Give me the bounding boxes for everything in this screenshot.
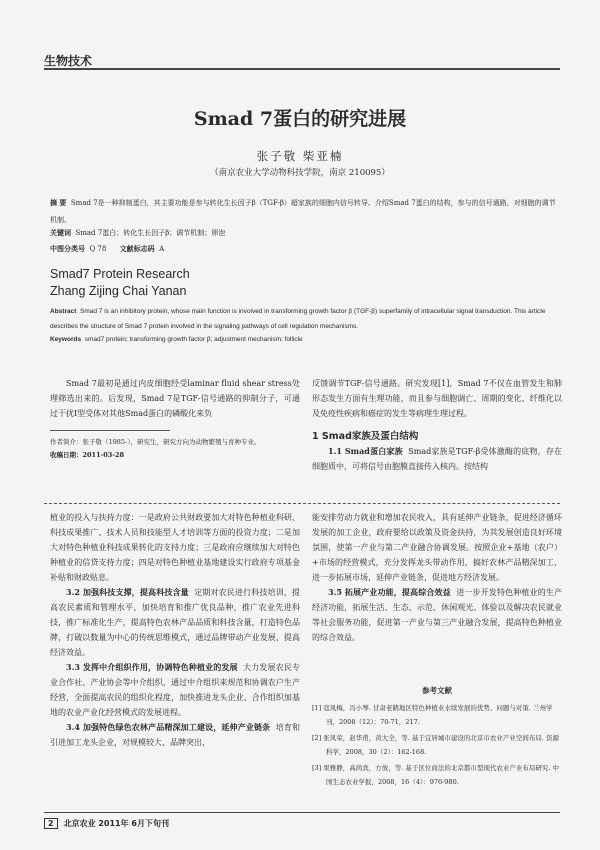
- clc-label: 中图分类号: [50, 244, 85, 253]
- intro-left-column: [50, 376, 300, 421]
- reference-item: [2] 张凤荣，赵华甫，黄大全，等. 基于宜居城市建设的北京市农业产业空间布局. 资源科学，2008，30（2）：162-168.: [312, 734, 560, 756]
- classification: [50, 244, 558, 254]
- lower-right-column: [312, 510, 562, 645]
- text-3-3: 大力发展农民专业合作社、产业协会等中介组织，通过中介组织来规范和协调农户生产经营，全面提高农民的组织化程度，加快推进龙头企业、合作组织加基地的农业产业化经营模式的发展进程。: [50, 663, 300, 717]
- abstract-zh: [50, 194, 558, 229]
- lower-right-p1: 能安排劳动力就业和增加农民收入，具有延伸产业链条，促进经济循环发展的加工企业，政府要给以政策及资金扶持，为其发展创造良好环境氛围，使第一产业与第二产业融合协调发展。按照企业+基地（农户）+市场的经营模式，充分发挥龙头带动作用，搞好农林产品精深加工，进一步拓展市场，延伸产业链条，促进地方经济发展。: [312, 513, 562, 582]
- heading-3-4: 3.4 加强特色绿色农林产品精深加工建设，延伸产业链条: [66, 722, 271, 732]
- keywords-en-label: Keywords: [50, 336, 82, 343]
- section-3-2: [50, 585, 300, 660]
- received-date: 收稿日期：2011-03-28: [50, 451, 125, 459]
- keywords-zh: [50, 228, 558, 238]
- doc-code-label: 文献标志码: [119, 244, 155, 253]
- keywords-zh-text: Smad 7蛋白；转化生长因子β；调节机制；卵泡: [75, 229, 226, 237]
- references-list: [312, 701, 562, 791]
- section-tag: 生物技术: [44, 54, 93, 68]
- author-note: 作者简介：张子敬（1985-），研究生，研究方向为动物繁殖与育种专业。: [50, 438, 261, 446]
- section-3-3: [50, 660, 300, 720]
- affiliation: （南京农业大学动物科技学院，南京 210095）: [210, 168, 390, 178]
- abstract-zh-text: Smad 7是一种抑制蛋白，其主要功能是参与转化生长因子β（TGF-β）超家族的细胞内信号转导。介绍Smad 7蛋白的结构，参与的信号通路，对细胞的调节机制。: [50, 199, 556, 224]
- subsection-1-1-heading: 1.1 Smad蛋白家族: [328, 446, 403, 456]
- subsection-1-1: [312, 444, 562, 474]
- article-title: Smad 7蛋白的研究进展: [193, 108, 407, 130]
- article-separator: [44, 503, 560, 504]
- reference-item: [1] 寇凤梅，冯小琴. 甘肃老鹤地区特色种植业水续发展的优势、问题与对策. 兰州学刊，2008（12）：70-71，217.: [312, 704, 553, 726]
- heading-3-2: 3.2 加强科技支撑，提高科技含量: [66, 587, 189, 597]
- english-authors: Zhang Zijing Chai Yanan: [50, 284, 187, 298]
- authors: 张子敬 柴亚楠: [256, 149, 344, 163]
- heading-3-3: 3.3 发挥中介组织作用，协调特色种植业的发展: [66, 662, 238, 672]
- text-3-4: 培育和引进加工龙头企业，对规模较大、品牌突出，: [50, 723, 301, 747]
- english-title-block: [50, 266, 190, 300]
- intro-right-column: [312, 376, 562, 474]
- footer-rule: [44, 812, 560, 813]
- intro-left-paragraph: Smad 7最初是通过内皮细胞经受laminar fluid shear stress处理筛选出来的。后发现，Smad 7是TGF-信号通路的抑制分子，可通过干扰Ⅰ型受体对其他Smad蛋白的磷酸化来负: [50, 379, 300, 418]
- reference-item: [3] 果雅静，高尚宾，方放，等. 基于区位商法的北京都市型现代农业产业布局研究. 中国生态农业学报，2008，16（4）：976-980.: [312, 764, 560, 786]
- section-3-5: [312, 585, 562, 645]
- english-title: Smad7 Protein Research: [50, 267, 190, 281]
- header-rule: [44, 68, 560, 70]
- clc-value: Q 78: [89, 245, 107, 253]
- subsection-1-1-text: Smad家族是TGF-β受体激酶的底物，存在细胞质中，可将信号由胞膜直接传入核内。按结构: [312, 447, 562, 471]
- abstract-en-text: Smad 7 is an inhibitory protein, whose main function is involved in transforming growth factor β (TGF-β) superfamily of intracellular signal transduction. This article describes the structure of Smad 7 protein involved in the signaling pathways of cell regulation mechanisms.: [50, 308, 546, 330]
- lower-left-column: [50, 510, 300, 750]
- footnote: [50, 436, 300, 462]
- section-3-4: [50, 720, 300, 750]
- footnote-rule: [50, 430, 170, 431]
- heading-3-5: 3.5 拓展产业功能，提高综合效益: [328, 587, 451, 597]
- abstract-en-label: Abstract: [50, 308, 77, 315]
- intro-right-paragraph: 反馈调节TGF-信号通路。研究发现[1]，Smad 7不仅在血管发生和肺形态发生方面有生理功能，而且参与细胞调亡、周期的变化、纤维化以及免疫性疾病和癌症的发生等病理生理过程。: [312, 379, 562, 418]
- text-3-5: 进一步开发特色种植业的生产经济功能，拓展生活、生态、示范、休闲观光、体验以及解决农民就业等社会服务功能，促进第一产业与第三产业融合发展，提高特色种植业的综合效益。: [312, 588, 563, 642]
- abstract-en: [50, 304, 558, 334]
- keywords-en: [50, 336, 558, 343]
- keywords-en-text: smad7 protein; transforming growth factor β; adjustment mechanism; follicle: [84, 336, 303, 343]
- page-footer: [44, 818, 169, 829]
- abstract-zh-label: 摘 要: [50, 198, 67, 207]
- text-3-2: 定期对农民进行科技培训，提高农民素质和管理水平，加快培育和推广优良品种，推广农业先进科技，推广标准化生产，提高特色农林产品品质和科技含量，打造特色品牌，打破以数量为中心的传统思维模式，通过品牌带动产业发展，提高经济效益。: [50, 588, 301, 657]
- section-heading-1: 1 Smad家族及蛋白结构: [312, 431, 419, 442]
- keywords-zh-label: 关键词: [50, 228, 71, 237]
- doc-code-value: A: [159, 245, 165, 253]
- lower-left-p1: 植业的投入与扶持力度：一是政府公共财政要加大对特色种植业科研、科技成果推广、技术人员和技能型人才培训等方面的投资力度；二是加大对特色种植业科技成果转化的支持力度；三是政府应继续加大对特色种植业的信贷支持力度；四是对特色种植业基地建设实行政府专项基金补贴和财政贴息。: [50, 513, 300, 582]
- journal-name: 北京农业 2011年 6月下旬刊: [63, 819, 169, 828]
- references-title: 参考文献: [422, 686, 452, 695]
- page-number: 2: [44, 818, 58, 829]
